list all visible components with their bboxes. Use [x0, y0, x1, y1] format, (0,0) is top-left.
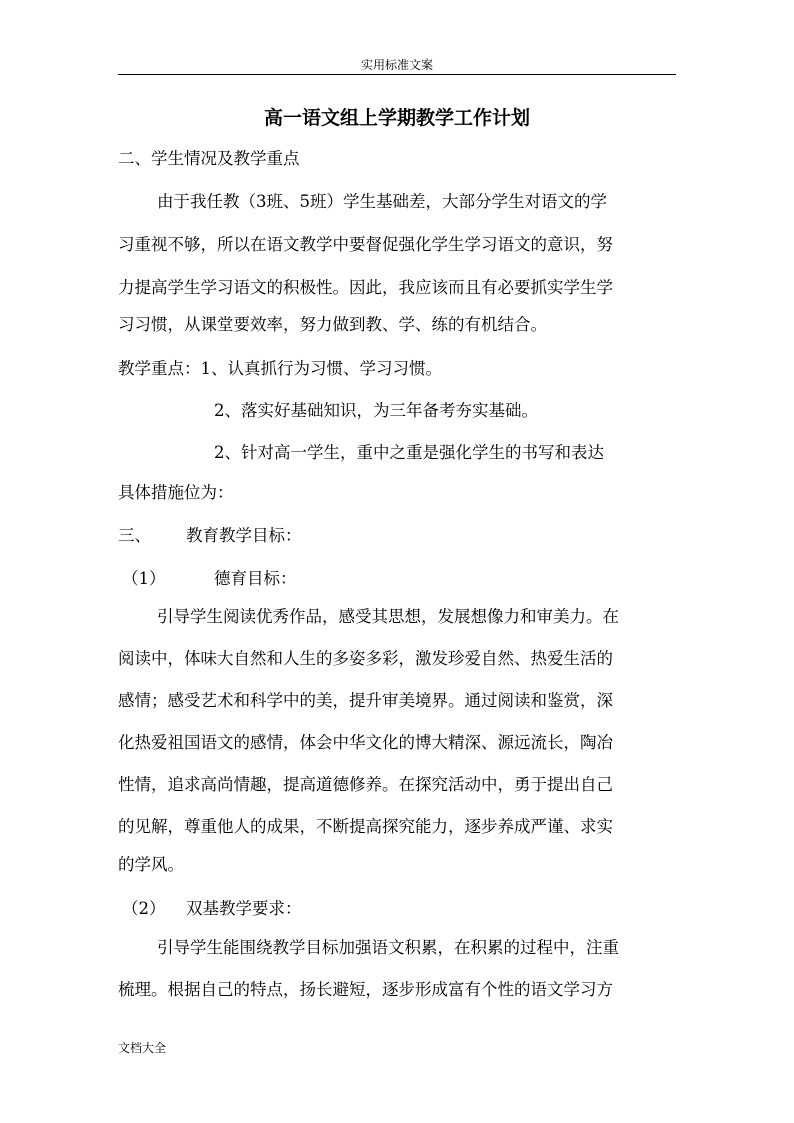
- paragraph-line: 引导学生能围绕教学目标加强语文积累，在积累的过程中，注重: [157, 938, 619, 957]
- header-text: 实用标准文案: [360, 58, 433, 72]
- document-title: 高一语文组上学期教学工作计划: [263, 107, 530, 129]
- teaching-focus-line: 教学重点：1、认真抓行为习惯、学习习惯。: [118, 359, 442, 378]
- subsection-number-1: （1）: [122, 569, 166, 588]
- subsection-heading-1: 德育目标：: [214, 569, 297, 588]
- subsection-heading-2: 双基教学要求：: [186, 899, 302, 918]
- teaching-focus-item: 2、针对高一学生，重中之重是强化学生的书写和表达: [214, 443, 604, 462]
- paragraph-line: 的学风。: [118, 855, 184, 874]
- section-heading-3: 教育教学目标：: [186, 526, 302, 545]
- paragraph-line: 力提高学生学习语文的积极性。因此，我应该而且有必要抓实学生学: [118, 278, 613, 297]
- paragraph-line: 梳理。根据自己的特点，扬长避短，逐步形成富有个性的语文学习方: [118, 980, 613, 999]
- paragraph-line: 引导学生阅读优秀作品，感受其思想，发展想像力和审美力。在: [157, 607, 619, 626]
- section-heading-2: 二、学生情况及教学重点: [118, 149, 300, 168]
- paragraph-line: 化热爱祖国语文的感情，体会中华文化的博大精深、源远流长，陶冶: [118, 733, 613, 752]
- measures-label: 具体措施位为：: [118, 483, 234, 502]
- paragraph-line: 由于我任教（3班、5班）学生基础差，大部分学生对语文的学: [157, 192, 607, 211]
- paragraph-line: 习重视不够，所以在语文教学中要督促强化学生学习语文的意识，努: [118, 235, 613, 254]
- paragraph-line: 阅读中，体味大自然和人生的多姿多彩，激发珍爱自然、热爱生活的: [118, 649, 613, 668]
- teaching-focus-item: 2、落实好基础知识，为三年备考夯实基础。: [214, 401, 538, 420]
- header-divider: [118, 74, 676, 75]
- section-number-3: 三、: [118, 526, 151, 545]
- paragraph-line: 感情；感受艺术和科学中的美，提升审美境界。通过阅读和鉴赏，深: [118, 691, 613, 710]
- paragraph-line: 性情，追求高尚情趣，提高道德修养。在探究活动中，勇于提出自己: [118, 775, 613, 794]
- paragraph-line: 习习惯，从课堂要效率，努力做到教、学、练的有机结合。: [118, 315, 547, 334]
- subsection-number-2: （2）: [122, 899, 166, 918]
- paragraph-line: 的见解，尊重他人的成果，不断提高探究能力，逐步养成严谨、求实: [118, 817, 613, 836]
- page-footer: 文档大全: [118, 1041, 167, 1055]
